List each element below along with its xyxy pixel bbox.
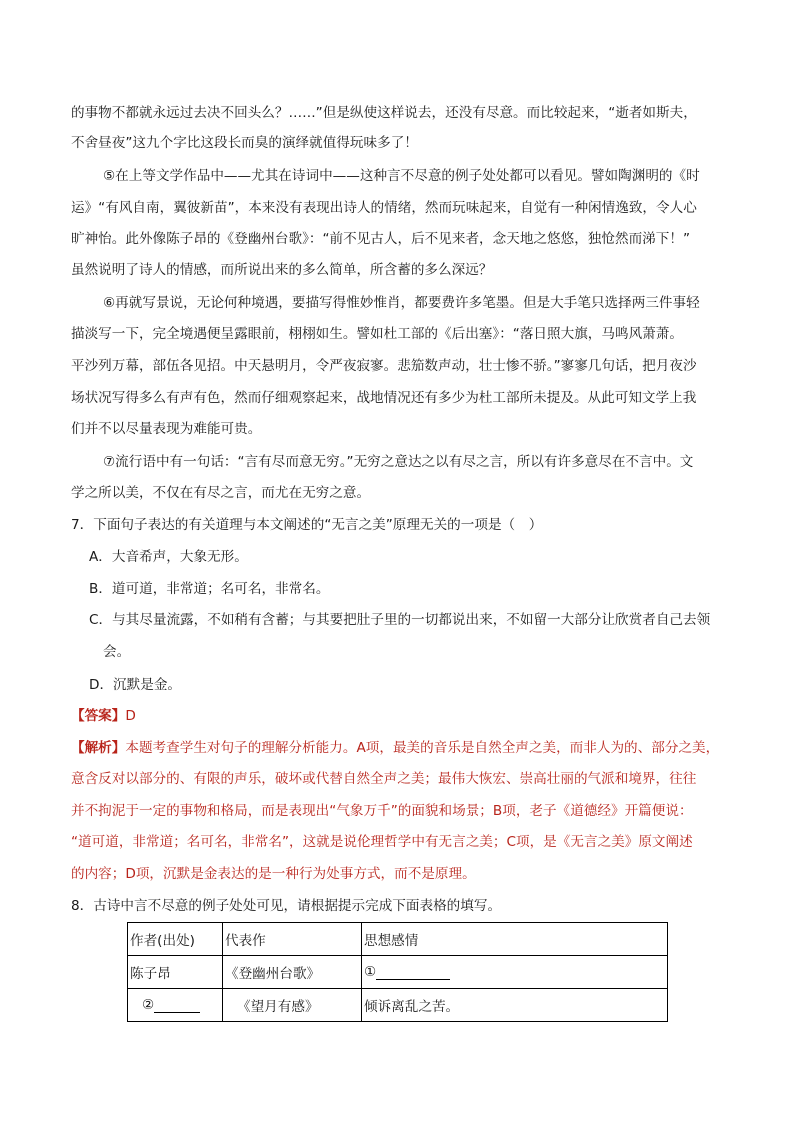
text-line: 虽然说明了诗人的情感，而所说出来的多么简单，所含蓄的多么深远？ bbox=[71, 262, 493, 278]
cell-feeling-blank[interactable] bbox=[362, 956, 668, 989]
text-line: 学之所以美，不仅在有尽之言，而尤在无穷之意。 bbox=[71, 485, 371, 501]
cell-work: 《登幽州台歌》 bbox=[223, 956, 362, 989]
text-line: 旷神怡。此外像陈子昂的《登幽州台歌》：“前不见古人，后不见来者，念天地之悠悠，独怆然而涕下！” bbox=[71, 231, 691, 247]
question-8-stem: 8．古诗中言不尽意的例子处处可见，请根据提示完成下面表格的填写。 bbox=[71, 898, 502, 914]
header-work: 代表作 bbox=[223, 923, 362, 956]
text-line: 们并不以尽量表现为难能可贵。 bbox=[71, 421, 262, 437]
fill-in-blank[interactable] bbox=[154, 998, 200, 1013]
answer-value: D bbox=[125, 708, 136, 724]
question-7-stem: 7．下面句子表达的有关道理与本文阐述的“无言之美”原理无关的一项是（ ） bbox=[71, 517, 543, 533]
analysis-line: “道可道，非常道；名可名，非常名”，这就是说伦理哲学中有无言之美；C项，是《无言之美》原文阐述 bbox=[71, 834, 693, 850]
fill-in-blank[interactable] bbox=[376, 965, 450, 980]
text-line: ⑤在上等文学作品中——尤其在诗词中——这种言不尽意的例子处处都可以看见。譬如陶渊明的《时 bbox=[103, 168, 700, 184]
cell-work: 《望月有感》 bbox=[223, 989, 362, 1022]
option-c-continued: 会。 bbox=[103, 644, 131, 660]
analysis-line: 的内容；D项，沉默是金表达的是一种行为处事方式，而不是原理。 bbox=[71, 866, 476, 882]
answer bbox=[71, 706, 136, 726]
text-line: 不舍昼夜”这九个字比这段长而臭的演绎就值得玩味多了！ bbox=[71, 135, 418, 151]
text-line: ⑥再就写景说，无论何种境遇，要描写得惟妙惟肖，都要费许多笔墨。但是大手笔只选择两三件事轻 bbox=[103, 295, 700, 311]
poem-table bbox=[127, 922, 668, 1022]
cell-feeling: 倾诉离乱之苦。 bbox=[362, 989, 668, 1022]
table-row bbox=[128, 956, 668, 989]
table-row bbox=[128, 989, 668, 1022]
text-line: 运》“有风自南，翼彼新苗”，本来没有表现出诗人的情绪，然而玩味起来，自觉有一种闲情逸致，令人心 bbox=[71, 200, 697, 216]
analysis-text: 本题考查学生对句子的理解分析能力。A项，最美的音乐是自然全声之美，而非人为的、部分之美， bbox=[125, 740, 720, 756]
cell-author-blank[interactable] bbox=[128, 989, 223, 1022]
text-line: 的事物不都就永远过去决不回头么？……”但是纵使这样说去，还没有尽意。而比较起来，“逝者如斯夫， bbox=[71, 105, 697, 121]
cell-author: 陈子昂 bbox=[128, 956, 223, 989]
header-author: 作者(出处) bbox=[128, 923, 223, 956]
text-line: 描淡写一下，完全境遇便呈露眼前，栩栩如生。譬如杜工部的《后出塞》：“落日照大旗，马鸣风萧萧。 bbox=[71, 326, 683, 342]
blank-marker: ② bbox=[142, 997, 155, 1013]
option-a: A．大音希声，大象无形。 bbox=[89, 549, 248, 565]
answer-label: 【答案】 bbox=[71, 708, 126, 724]
analysis-line: 意含反对以部分的、有限的声乐，破坏或代替自然全声之美；最伟大恢宏、崇高壮丽的气派和境界，往往 bbox=[71, 771, 697, 787]
header-feeling: 思想感情 bbox=[362, 923, 668, 956]
text-line: 平沙列万幕，部伍各见招。中天悬明月，令严夜寂寥。悲笳数声动，壮士惨不骄。”寥寥几句话，把月夜沙 bbox=[71, 358, 697, 374]
analysis-label: 【解析】 bbox=[71, 740, 126, 756]
blank-marker: ① bbox=[364, 964, 377, 980]
analysis-line bbox=[71, 738, 719, 758]
option-c: C．与其尽量流露，不如稍有含蓄；与其要把肚子里的一切都说出来，不如留一大部分让欣赏者自己去领 bbox=[89, 612, 711, 628]
text-line: 场状况写得多么有声有色，然而仔细观察起来，战地情况还有多少为杜工部所未提及。从此可知文学上我 bbox=[71, 390, 697, 406]
table-header-row bbox=[128, 923, 668, 956]
option-b: B．道可道，非常道；名可名，非常名。 bbox=[89, 581, 330, 597]
analysis-line: 并不拘泥于一定的事物和格局，而是表现出“气象万千”的面貌和场景；B项，老子《道德经》开篇便说： bbox=[71, 803, 693, 819]
text-line: ⑦流行语中有一句话：“言有尽而意无穷。”无穷之意达之以有尽之言，所以有许多意尽在不言中。文 bbox=[103, 454, 694, 470]
option-d: D．沉默是金。 bbox=[89, 677, 182, 693]
